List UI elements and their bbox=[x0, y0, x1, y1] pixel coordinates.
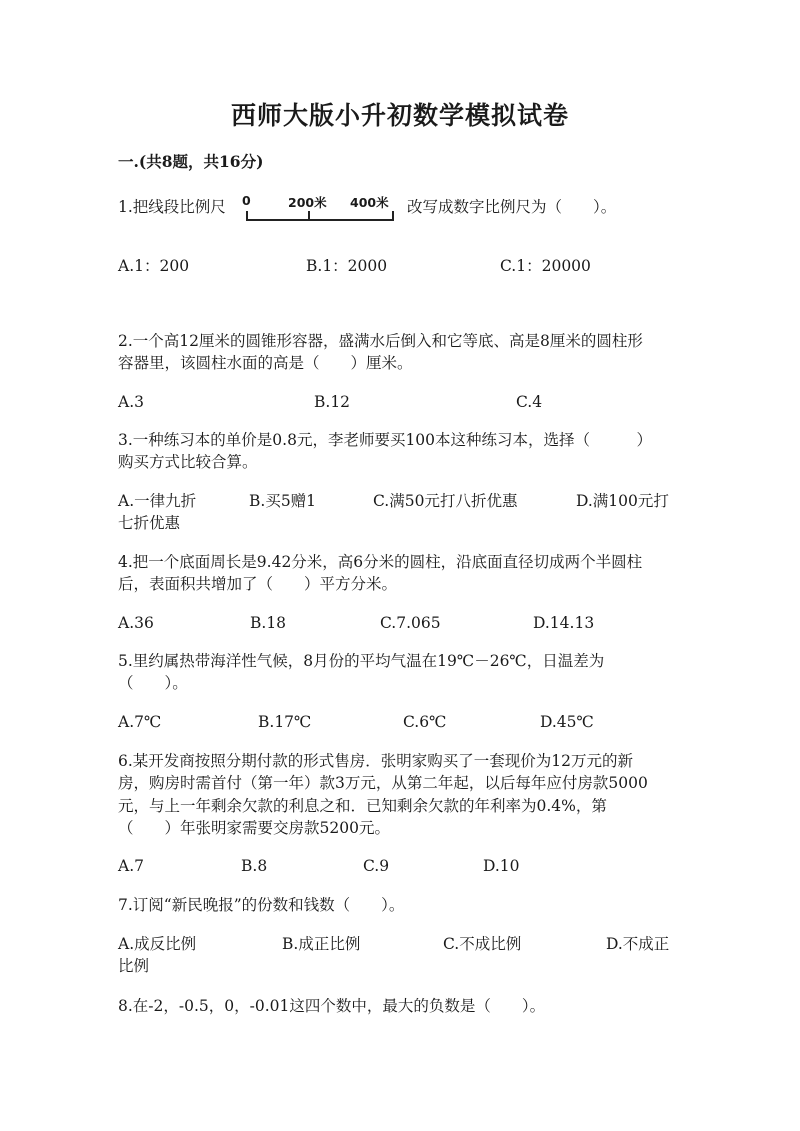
q3-option-c[interactable]: C.满50元打八折优惠 bbox=[373, 492, 518, 510]
q3-option-d-wrap: 七折优惠 bbox=[118, 514, 181, 532]
question-4-line-2: 后，表面积共增加了（ ）平方分米。 bbox=[118, 575, 398, 593]
question-2-line-2: 容器里，该圆柱水面的高是（ ）厘米。 bbox=[118, 354, 413, 372]
q4-option-a[interactable]: A.36 bbox=[118, 614, 154, 632]
question-6-line-3: 元，与上一年剩余欠款的利息之和．已知剩余欠款的年利率为0.4%，第 bbox=[118, 797, 607, 815]
q4-option-c[interactable]: C.7.065 bbox=[380, 614, 441, 632]
q2-option-a[interactable]: A.3 bbox=[118, 393, 144, 411]
q4-option-d[interactable]: D.14.13 bbox=[533, 614, 595, 632]
question-2-line-1: 2.一个高12厘米的圆锥形容器，盛满水后倒入和它等底、高是8厘米的圆柱形 bbox=[118, 332, 643, 350]
q1-option-a[interactable]: A.1：200 bbox=[118, 257, 190, 275]
q7-option-d-wrap: 比例 bbox=[118, 957, 150, 975]
question-3-line-1: 3.一种练习本的单价是0.8元，李老师要买100本这种练习本，选择（ ） bbox=[118, 431, 653, 449]
q5-option-a[interactable]: A.7℃ bbox=[118, 713, 162, 731]
q7-option-d[interactable]: D.不成正 bbox=[606, 935, 670, 953]
q1-option-b[interactable]: B.1：2000 bbox=[306, 257, 388, 275]
question-3-line-2: 购买方式比较合算。 bbox=[118, 453, 258, 471]
question-5-line-2: （ ）。 bbox=[118, 674, 188, 692]
line-scale-figure bbox=[240, 193, 390, 227]
q7-option-c[interactable]: C.不成比例 bbox=[443, 935, 522, 953]
q3-option-b[interactable]: B.买5赠1 bbox=[249, 492, 317, 510]
q7-option-b[interactable]: B.成正比例 bbox=[282, 935, 361, 953]
q5-option-d[interactable]: D.45℃ bbox=[540, 713, 594, 731]
question-1-suffix: 改写成数字比例尺为（ ）。 bbox=[407, 198, 617, 216]
scale-tick bbox=[308, 211, 310, 221]
scale-tick bbox=[246, 211, 248, 221]
question-6-line-2: 房，购房时需首付（第一年）款3万元，从第二年起，以后每年应付房款5000 bbox=[118, 774, 648, 792]
question-6-line-4: （ ）年张明家需要交房款5200元。 bbox=[118, 819, 390, 837]
q5-option-b[interactable]: B.17℃ bbox=[258, 713, 312, 731]
q3-option-a[interactable]: A.一律九折 bbox=[118, 492, 197, 510]
question-1-prefix: 1.把线段比例尺 bbox=[118, 198, 226, 216]
q6-option-a[interactable]: A.7 bbox=[118, 857, 144, 875]
q4-option-b[interactable]: B.18 bbox=[250, 614, 287, 632]
question-6-line-1: 6.某开发商按照分期付款的形式售房．张明家购买了一套现价为12万元的新 bbox=[118, 752, 634, 770]
scale-label-0: 0 bbox=[242, 193, 251, 208]
q1-option-c[interactable]: C.1：20000 bbox=[500, 257, 591, 275]
page-title: 西师大版小升初数学模拟试卷 bbox=[230, 101, 569, 130]
q6-option-c[interactable]: C.9 bbox=[363, 857, 390, 875]
question-5-line-1: 5.里约属热带海洋性气候，8月份的平均气温在19℃－26℃，日温差为 bbox=[118, 652, 605, 670]
q2-option-c[interactable]: C.4 bbox=[516, 393, 543, 411]
q6-option-b[interactable]: B.8 bbox=[241, 857, 268, 875]
q3-option-d[interactable]: D.满100元打 bbox=[576, 492, 669, 510]
question-7-line-1: 7.订阅“新民晚报”的份数和钱数（ ）。 bbox=[118, 896, 405, 914]
q2-option-b[interactable]: B.12 bbox=[314, 393, 351, 411]
scale-label-400: 400米 bbox=[350, 195, 389, 210]
q7-option-a[interactable]: A.成反比例 bbox=[118, 935, 197, 953]
question-4-line-1: 4.把一个底面周长是9.42分米，高6分米的圆柱，沿底面直径切成两个半圆柱 bbox=[118, 553, 643, 571]
section-heading: 一.(共8题，共16分) bbox=[118, 152, 264, 171]
q5-option-c[interactable]: C.6℃ bbox=[403, 713, 447, 731]
scale-bar bbox=[246, 219, 394, 221]
question-8-line-1: 8.在-2，-0.5，0，-0.01这四个数中，最大的负数是（ ）。 bbox=[118, 997, 546, 1015]
scale-label-200: 200米 bbox=[288, 195, 327, 210]
q6-option-d[interactable]: D.10 bbox=[483, 857, 520, 875]
scale-tick bbox=[392, 211, 394, 221]
